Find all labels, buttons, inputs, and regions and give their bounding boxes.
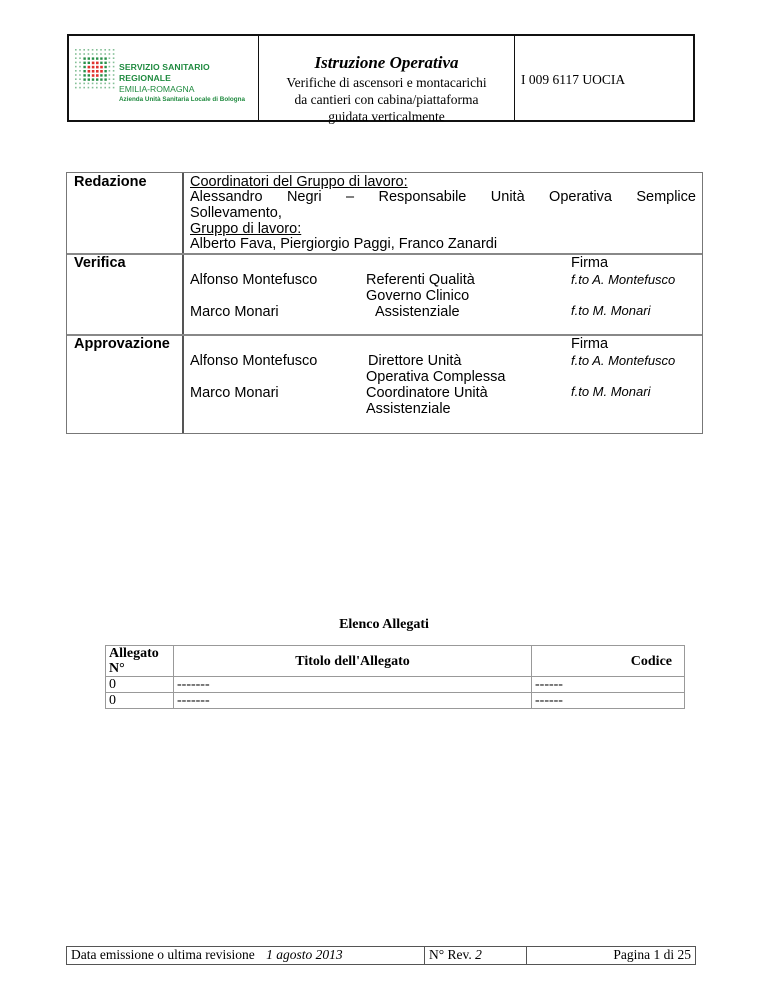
coord-line (190, 189, 696, 205)
logo-dot (88, 87, 90, 89)
doc-code: I 009 6117 UOCIA (521, 72, 626, 87)
logo-dot (75, 83, 77, 85)
cell-codice: ------ (532, 693, 685, 709)
logo-dot (100, 74, 102, 76)
logo-dot (96, 87, 98, 89)
logo-dot (75, 49, 77, 51)
logo-line1: SERVIZIO SANITARIO REGIONALE (119, 62, 210, 83)
logo-dot (83, 87, 85, 89)
logo-dot (79, 74, 81, 76)
logo-dot (79, 53, 81, 55)
document-footer (66, 946, 696, 965)
logo-dot (92, 87, 94, 89)
logo-dot (104, 66, 106, 68)
logo-dot (96, 83, 98, 85)
logo-dot (75, 87, 77, 89)
logo-dot (109, 78, 111, 80)
coord-line2: Sollevamento, (190, 205, 282, 221)
logo-dot (109, 87, 111, 89)
logo-text (119, 62, 258, 105)
logo-dot (92, 74, 95, 77)
logo-dot (75, 66, 77, 68)
logo-dot (113, 74, 115, 76)
logo-line3: Azienda Unità Sanitaria Locale di Bologna (119, 96, 245, 103)
coord-word: Operativa (549, 189, 612, 205)
logo-dot (92, 70, 95, 73)
label-verifica: Verifica (74, 255, 126, 271)
col-allegato-n: Allegato N° (106, 646, 174, 677)
verifica-sign2: f.to M. Monari (571, 303, 651, 318)
logo-dot (104, 87, 106, 89)
logo-dot (96, 66, 99, 69)
logo-dot (88, 78, 90, 80)
logo-dot (100, 62, 102, 64)
logo-dot (109, 62, 111, 64)
approvazione-person1: Alfonso Montefusco (190, 353, 318, 369)
label-redazione: Redazione (74, 174, 147, 190)
logo-dot (83, 57, 85, 59)
logo-dot (109, 83, 111, 85)
logo-dot (83, 49, 85, 51)
group-members: Alberto Fava, Piergiorgio Paggi, Franco Zanardi (190, 236, 498, 252)
cell-allegato-n: 0 (106, 693, 174, 709)
col-codice: Codice (532, 646, 685, 677)
logo-dot (92, 62, 95, 65)
logo-dot (75, 70, 77, 72)
logo-line2: EMILIA-ROMAGNA (119, 84, 195, 94)
logo-dot (104, 49, 106, 51)
cell-titolo: ------- (174, 677, 532, 693)
logo-dot (100, 83, 102, 85)
logo-dot (92, 57, 94, 59)
logo-dot (100, 87, 102, 89)
logo-dot (109, 53, 111, 55)
logo-dot (96, 62, 99, 65)
logo-cell (69, 36, 259, 120)
logo-dot (104, 78, 106, 80)
cell-codice: ------ (532, 677, 685, 693)
logo-dot (113, 66, 115, 68)
coord-word: Unità (490, 189, 525, 205)
subject-line2: da cantieri con cabina/piattaforma (294, 92, 479, 107)
logo-dot (100, 57, 102, 59)
approvazione-sign2: f.to M. Monari (571, 384, 651, 399)
coord-word: Alessandro (190, 189, 263, 205)
logo-dot (96, 57, 98, 59)
logo-dot (79, 66, 81, 68)
logo-dot (113, 49, 115, 51)
title-cell (259, 36, 515, 124)
logo-dot (100, 78, 102, 80)
coord-word: – (346, 189, 355, 205)
logo-dot (100, 49, 102, 51)
logo-dot (88, 66, 91, 69)
logo-dot (75, 78, 77, 80)
verifica-person2: Marco Monari (190, 304, 279, 320)
document-header (67, 34, 695, 122)
signature-table (66, 172, 703, 434)
logo-dot (75, 74, 77, 76)
group-heading: Gruppo di lavoro: (190, 221, 302, 237)
logo-dot (96, 53, 98, 55)
revision-cell (425, 947, 527, 964)
logo-dot (92, 83, 94, 85)
verifica-role-line2: Governo Clinico (366, 288, 470, 304)
firma-label: Firma (571, 255, 609, 271)
approvazione-role-line2: Operativa Complessa (366, 369, 506, 385)
logo-dot (109, 70, 111, 72)
verifica-role-line1: Referenti Qualità (366, 272, 475, 288)
logo-dot (79, 62, 81, 64)
coord-word: Negri (286, 189, 322, 205)
logo-dot (109, 49, 111, 51)
logo-dot (109, 74, 111, 76)
logo-dot (113, 87, 115, 89)
coord-word: Responsabile (378, 189, 467, 205)
firma-label: Firma (571, 336, 609, 352)
logo-dot (92, 78, 94, 80)
logo-dot (104, 57, 106, 59)
logo-dot (79, 83, 81, 85)
logo-dot (88, 62, 90, 64)
logo-dot (109, 57, 111, 59)
subject-line1: Verifiche di ascensori e montacarichi (286, 75, 487, 90)
verifica-sign1: f.to A. Montefusco (571, 272, 676, 287)
coord-word: Semplice (636, 189, 696, 205)
issue-cell (67, 947, 425, 964)
logo-dot (104, 70, 106, 72)
logo-dot (113, 53, 115, 55)
logo-dot (79, 87, 81, 89)
logo-dot (83, 66, 85, 68)
logo-dot (96, 74, 99, 77)
row-approvazione (67, 335, 702, 433)
logo-dot (100, 53, 102, 55)
row-redazione (67, 173, 702, 253)
coord-heading: Coordinatori del Gruppo di lavoro: (190, 174, 408, 190)
attachments-header-row (106, 646, 685, 677)
logo-dot (113, 83, 115, 85)
approvazione-role-line1: Direttore Unità (368, 353, 462, 369)
subject-line3: guidata verticalmente (328, 109, 445, 124)
row-verifica (67, 254, 702, 334)
logo-dot (83, 78, 85, 80)
logo-dot (100, 66, 103, 69)
logo-dot (83, 74, 85, 76)
logo-dot (96, 49, 98, 51)
logo-dot (100, 70, 103, 73)
ssr-logo-icon (74, 48, 118, 90)
rev-label: N° Rev. (429, 947, 472, 962)
logo-dot (92, 53, 94, 55)
col-titolo: Titolo dell'Allegato (174, 646, 532, 677)
logo-dot (104, 74, 106, 76)
table-row (106, 677, 685, 693)
logo-dot (88, 70, 91, 73)
logo-dot (113, 70, 115, 72)
approvazione-sign1: f.to A. Montefusco (571, 353, 676, 368)
logo-dot (96, 70, 99, 73)
logo-dot (88, 74, 90, 76)
label-approvazione: Approvazione (74, 336, 170, 352)
approvazione-role-line4: Assistenziale (366, 401, 451, 417)
logo-dot (79, 57, 81, 59)
logo-dot (83, 53, 85, 55)
page-number: Pagina 1 di 25 (613, 947, 691, 962)
logo-dot (79, 70, 81, 72)
verifica-role-line3: Assistenziale (375, 304, 460, 320)
doc-type: Istruzione Operativa (314, 53, 459, 72)
logo-dot (79, 78, 81, 80)
logo-dot (83, 62, 85, 64)
logo-dot (75, 53, 77, 55)
logo-dot (83, 83, 85, 85)
attachments-table (105, 645, 685, 709)
logo-dot (104, 83, 106, 85)
attachments-title: Elenco Allegati (339, 617, 429, 632)
logo-dot (92, 49, 94, 51)
cell-allegato-n: 0 (106, 677, 174, 693)
logo-dot (109, 66, 111, 68)
logo-dot (75, 57, 77, 59)
logo-dot (113, 62, 115, 64)
rev-value: 2 (475, 947, 482, 962)
logo-dot (96, 78, 98, 80)
logo-dot (88, 83, 90, 85)
logo-dot (88, 53, 90, 55)
issue-date: 1 agosto 2013 (266, 947, 343, 962)
logo-dot (92, 66, 95, 69)
table-row (106, 693, 685, 709)
approvazione-role-line3: Coordinatore Unità (366, 385, 488, 401)
logo-dot (83, 70, 85, 72)
logo-dot (104, 62, 106, 64)
approvazione-person2: Marco Monari (190, 385, 279, 401)
cell-titolo: ------- (174, 693, 532, 709)
logo-dot (113, 78, 115, 80)
issue-label: Data emissione o ultima revisione (71, 947, 255, 962)
logo-dot (79, 49, 81, 51)
logo-dot (104, 53, 106, 55)
logo-dot (88, 57, 90, 59)
logo-dot (75, 62, 77, 64)
logo-dot (88, 49, 90, 51)
verifica-person1: Alfonso Montefusco (190, 272, 318, 288)
logo-dot (113, 57, 115, 59)
